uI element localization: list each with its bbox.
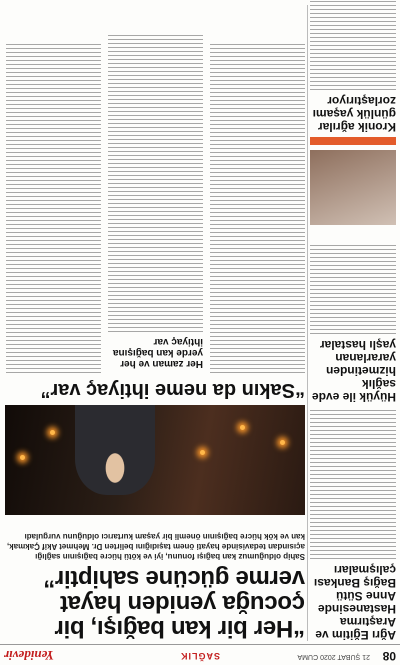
accent-bar <box>310 137 396 145</box>
masthead <box>0 644 400 665</box>
sidebar-body-text-3 <box>310 0 396 90</box>
sidebar-title-1: Ağrı Eğitim ve Araştırma Hastanesinde Anne Sütü Bağış Bankası çalışmaları <box>313 563 396 642</box>
newspaper-logo: Yenidevir <box>4 648 54 663</box>
candle-light <box>20 455 25 460</box>
sidebar-title-2: Hüyük ile evde sağlık hizmetinden yararlanan yaşlı hastalar <box>311 338 396 404</box>
quote-headline: “Sakın da neme ihtiyaç var” <box>40 379 305 401</box>
main-headline: “Her bir kan bağışı, bir çocuğa yeniden hayat verme gücüne sahiptir” <box>43 565 305 642</box>
main-photo <box>5 405 305 515</box>
article-column-2 <box>108 32 203 373</box>
sidebar-column <box>310 244 396 641</box>
article-column-1 <box>210 43 305 373</box>
sidebar-body-text-2 <box>310 244 396 334</box>
article-body-text <box>210 43 305 373</box>
headline-deck: Sahip olduğumuz kan bağışı fonunu, iyi ve kötü hücre bağışının sağlığı açısından tedavisinde hayati önem taşıdığını belirten Dr. Mehmet Akif Çakmak, kan ve kök hücre bağışının önemli bir yaşam kurtarıcı olduğunu vurguladı <box>6 532 305 561</box>
photo-subject <box>75 405 155 495</box>
issue-date: 21 ŞUBAT 2020 CUMA <box>297 653 370 660</box>
candle-light <box>50 430 55 435</box>
sidebar-photo <box>310 150 396 225</box>
section-name: SAĞLIK <box>179 651 220 661</box>
article-column-3 <box>6 43 101 373</box>
article-subhead: Her zaman ve her yerde kan bağışına ihtiyaç var <box>112 336 203 369</box>
candle-light <box>200 450 205 455</box>
sidebar-column-bottom <box>310 0 396 133</box>
article-body-text <box>108 32 203 332</box>
sidebar-body-text-1 <box>310 409 396 559</box>
page-number: 08 <box>382 649 396 663</box>
article-body-text <box>6 43 101 373</box>
column-divider <box>307 5 308 641</box>
candle-light <box>240 425 245 430</box>
candle-light <box>280 440 285 445</box>
sidebar-title-3: Kronik ağrılar günlük yaşamı zorlaştırıyor <box>312 94 396 134</box>
